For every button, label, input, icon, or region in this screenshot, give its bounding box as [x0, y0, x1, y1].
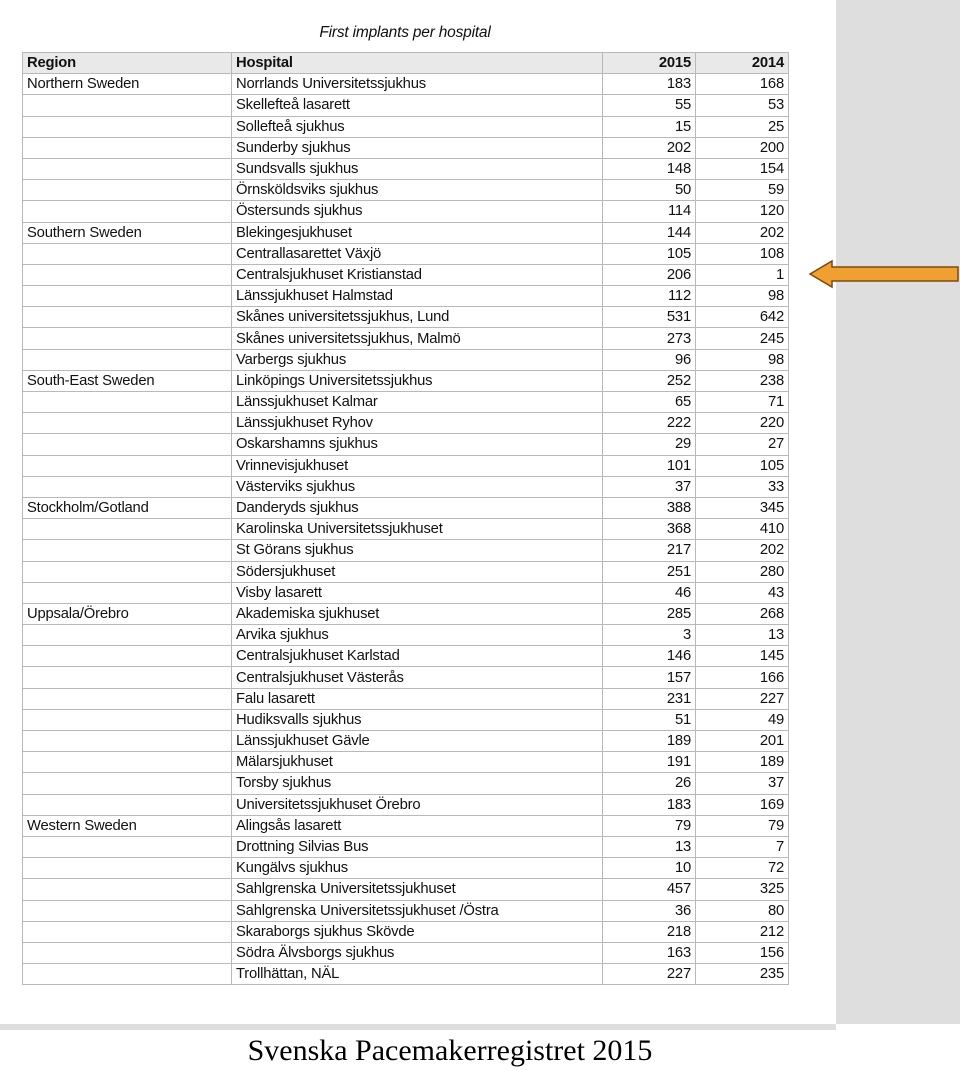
value-2014-cell: 59 — [696, 180, 789, 201]
region-cell — [23, 646, 232, 667]
hospital-cell: Sunderby sjukhus — [232, 137, 603, 158]
region-cell — [23, 561, 232, 582]
region-cell — [23, 116, 232, 137]
value-2014-cell: 280 — [696, 561, 789, 582]
table-row — [23, 879, 789, 900]
table-title: First implants per hospital — [319, 24, 491, 41]
value-2014-cell: 168 — [696, 74, 789, 95]
region-cell — [23, 434, 232, 455]
table-row — [23, 286, 789, 307]
hospital-cell: Torsby sjukhus — [232, 773, 603, 794]
value-2015-cell: 273 — [603, 328, 696, 349]
region-cell — [23, 392, 232, 413]
region-cell: South-East Sweden — [23, 370, 232, 391]
value-2015-cell: 183 — [603, 74, 696, 95]
table-row — [23, 582, 789, 603]
value-2015-cell: 51 — [603, 709, 696, 730]
table-row — [23, 603, 789, 624]
hospital-cell: Länssjukhuset Gävle — [232, 731, 603, 752]
region-cell — [23, 731, 232, 752]
table-row — [23, 497, 789, 518]
hospital-cell: Sollefteå sjukhus — [232, 116, 603, 137]
value-2015-cell: 112 — [603, 286, 696, 307]
value-2015-cell: 105 — [603, 243, 696, 264]
table-row — [23, 752, 789, 773]
value-2014-cell: 410 — [696, 519, 789, 540]
left-arrow-icon — [808, 259, 960, 289]
value-2015-cell: 96 — [603, 349, 696, 370]
table-row — [23, 667, 789, 688]
region-cell — [23, 180, 232, 201]
value-2015-cell: 101 — [603, 455, 696, 476]
value-2015-cell: 163 — [603, 942, 696, 963]
value-2015-cell: 183 — [603, 794, 696, 815]
value-2015-cell: 55 — [603, 95, 696, 116]
value-2015-cell: 206 — [603, 264, 696, 285]
value-2014-cell: 169 — [696, 794, 789, 815]
region-cell — [23, 95, 232, 116]
region-cell — [23, 264, 232, 285]
region-cell — [23, 158, 232, 179]
table-row — [23, 646, 789, 667]
value-2014-cell: 345 — [696, 497, 789, 518]
region-cell — [23, 328, 232, 349]
hospital-cell: Östersunds sjukhus — [232, 201, 603, 222]
table-row — [23, 773, 789, 794]
value-2014-cell: 201 — [696, 731, 789, 752]
table-row — [23, 858, 789, 879]
table-row — [23, 455, 789, 476]
value-2015-cell: 531 — [603, 307, 696, 328]
table-row — [23, 349, 789, 370]
region-cell — [23, 540, 232, 561]
region-cell — [23, 921, 232, 942]
value-2015-cell: 144 — [603, 222, 696, 243]
value-2015-cell: 79 — [603, 815, 696, 836]
implants-table — [22, 52, 789, 985]
value-2015-cell: 114 — [603, 201, 696, 222]
value-2014-cell: 108 — [696, 243, 789, 264]
hospital-cell: Sahlgrenska Universitetssjukhuset /Östra — [232, 900, 603, 921]
hospital-cell: Länssjukhuset Halmstad — [232, 286, 603, 307]
arrow-shape — [810, 261, 958, 287]
region-cell — [23, 709, 232, 730]
header-region: Region — [23, 53, 232, 74]
value-2015-cell: 26 — [603, 773, 696, 794]
region-cell: Southern Sweden — [23, 222, 232, 243]
value-2015-cell: 65 — [603, 392, 696, 413]
value-2015-cell: 457 — [603, 879, 696, 900]
value-2014-cell: 79 — [696, 815, 789, 836]
hospital-cell: Södra Älvsborgs sjukhus — [232, 942, 603, 963]
value-2014-cell: 33 — [696, 476, 789, 497]
hospital-cell: Alingsås lasarett — [232, 815, 603, 836]
region-cell — [23, 349, 232, 370]
background-margin — [836, 0, 960, 1024]
hospital-cell: Drottning Silvias Bus — [232, 836, 603, 857]
value-2015-cell: 217 — [603, 540, 696, 561]
value-2015-cell: 46 — [603, 582, 696, 603]
hospital-cell: Norrlands Universitetssjukhus — [232, 74, 603, 95]
value-2014-cell: 27 — [696, 434, 789, 455]
background-margin-bottom — [0, 1024, 836, 1030]
value-2014-cell: 37 — [696, 773, 789, 794]
region-cell — [23, 201, 232, 222]
table-row — [23, 688, 789, 709]
value-2014-cell: 43 — [696, 582, 789, 603]
hospital-cell: Centrallasarettet Växjö — [232, 243, 603, 264]
value-2015-cell: 37 — [603, 476, 696, 497]
hospital-cell: Sundsvalls sjukhus — [232, 158, 603, 179]
region-cell — [23, 836, 232, 857]
region-cell — [23, 243, 232, 264]
value-2014-cell: 235 — [696, 964, 789, 985]
value-2015-cell: 13 — [603, 836, 696, 857]
region-cell: Northern Sweden — [23, 74, 232, 95]
region-cell: Western Sweden — [23, 815, 232, 836]
region-cell — [23, 794, 232, 815]
value-2014-cell: 120 — [696, 201, 789, 222]
table-row — [23, 731, 789, 752]
hospital-cell: Skånes universitetssjukhus, Malmö — [232, 328, 603, 349]
value-2015-cell: 157 — [603, 667, 696, 688]
table-row — [23, 709, 789, 730]
hospital-cell: Skaraborgs sjukhus Skövde — [232, 921, 603, 942]
hospital-cell: Kungälvs sjukhus — [232, 858, 603, 879]
table-row — [23, 74, 789, 95]
value-2014-cell: 220 — [696, 413, 789, 434]
value-2014-cell: 80 — [696, 900, 789, 921]
region-cell — [23, 519, 232, 540]
region-cell: Uppsala/Örebro — [23, 603, 232, 624]
hospital-cell: Karolinska Universitetssjukhuset — [232, 519, 603, 540]
hospital-cell: Hudiksvalls sjukhus — [232, 709, 603, 730]
region-cell — [23, 752, 232, 773]
hospital-cell: Centralsjukhuset Kristianstad — [232, 264, 603, 285]
region-cell — [23, 625, 232, 646]
value-2015-cell: 252 — [603, 370, 696, 391]
hospital-cell: Trollhättan, NÄL — [232, 964, 603, 985]
table-body — [23, 74, 789, 985]
hospital-cell: Danderyds sjukhus — [232, 497, 603, 518]
value-2015-cell: 3 — [603, 625, 696, 646]
table-row — [23, 158, 789, 179]
table-row — [23, 540, 789, 561]
region-cell — [23, 413, 232, 434]
value-2015-cell: 50 — [603, 180, 696, 201]
hospital-cell: Mälarsjukhuset — [232, 752, 603, 773]
table-row — [23, 243, 789, 264]
value-2014-cell: 166 — [696, 667, 789, 688]
region-cell — [23, 667, 232, 688]
table-row — [23, 434, 789, 455]
hospital-cell: Centralsjukhuset Karlstad — [232, 646, 603, 667]
value-2014-cell: 212 — [696, 921, 789, 942]
hospital-cell: Centralsjukhuset Västerås — [232, 667, 603, 688]
value-2014-cell: 156 — [696, 942, 789, 963]
table-row — [23, 180, 789, 201]
table-row — [23, 264, 789, 285]
region-cell — [23, 307, 232, 328]
header-hospital: Hospital — [232, 53, 603, 74]
value-2014-cell: 53 — [696, 95, 789, 116]
value-2015-cell: 191 — [603, 752, 696, 773]
value-2015-cell: 227 — [603, 964, 696, 985]
value-2015-cell: 231 — [603, 688, 696, 709]
hospital-cell: Vrinnevisjukhuset — [232, 455, 603, 476]
region-cell — [23, 858, 232, 879]
hospital-cell: Universitetssjukhuset Örebro — [232, 794, 603, 815]
hospital-cell: Oskarshamns sjukhus — [232, 434, 603, 455]
value-2014-cell: 245 — [696, 328, 789, 349]
value-2014-cell: 7 — [696, 836, 789, 857]
hospital-cell: Blekingesjukhuset — [232, 222, 603, 243]
table-row — [23, 413, 789, 434]
hospital-cell: Varbergs sjukhus — [232, 349, 603, 370]
table-row — [23, 392, 789, 413]
value-2014-cell: 72 — [696, 858, 789, 879]
table-row — [23, 625, 789, 646]
region-cell — [23, 879, 232, 900]
value-2014-cell: 154 — [696, 158, 789, 179]
hospital-cell: Örnsköldsviks sjukhus — [232, 180, 603, 201]
value-2014-cell: 238 — [696, 370, 789, 391]
value-2015-cell: 15 — [603, 116, 696, 137]
region-cell — [23, 773, 232, 794]
hospital-cell: Sahlgrenska Universitetssjukhuset — [232, 879, 603, 900]
value-2014-cell: 98 — [696, 349, 789, 370]
hospital-cell: Falu lasarett — [232, 688, 603, 709]
value-2014-cell: 325 — [696, 879, 789, 900]
table-row — [23, 476, 789, 497]
table-row — [23, 307, 789, 328]
hospital-cell: Västerviks sjukhus — [232, 476, 603, 497]
value-2015-cell: 10 — [603, 858, 696, 879]
region-cell: Stockholm/Gotland — [23, 497, 232, 518]
table-row — [23, 836, 789, 857]
value-2015-cell: 285 — [603, 603, 696, 624]
header-2014: 2014 — [696, 53, 789, 74]
hospital-cell: Arvika sjukhus — [232, 625, 603, 646]
value-2014-cell: 105 — [696, 455, 789, 476]
table-row — [23, 561, 789, 582]
value-2014-cell: 25 — [696, 116, 789, 137]
hospital-cell: St Görans sjukhus — [232, 540, 603, 561]
hospital-cell: Södersjukhuset — [232, 561, 603, 582]
region-cell — [23, 688, 232, 709]
table-row — [23, 900, 789, 921]
table-row — [23, 201, 789, 222]
table-row — [23, 794, 789, 815]
header-2015: 2015 — [603, 53, 696, 74]
table-row — [23, 137, 789, 158]
value-2014-cell: 49 — [696, 709, 789, 730]
region-cell — [23, 137, 232, 158]
table-row — [23, 222, 789, 243]
value-2014-cell: 189 — [696, 752, 789, 773]
hospital-cell: Linköpings Universitetssjukhus — [232, 370, 603, 391]
value-2014-cell: 227 — [696, 688, 789, 709]
value-2015-cell: 189 — [603, 731, 696, 752]
table-header-row — [23, 53, 789, 74]
region-cell — [23, 286, 232, 307]
region-cell — [23, 476, 232, 497]
value-2014-cell: 13 — [696, 625, 789, 646]
region-cell — [23, 900, 232, 921]
table-row — [23, 921, 789, 942]
value-2015-cell: 222 — [603, 413, 696, 434]
region-cell — [23, 942, 232, 963]
region-cell — [23, 455, 232, 476]
registry-caption: Svenska Pacemakerregistret 2015 — [247, 1034, 653, 1067]
value-2014-cell: 98 — [696, 286, 789, 307]
value-2014-cell: 145 — [696, 646, 789, 667]
value-2015-cell: 36 — [603, 900, 696, 921]
table-row — [23, 519, 789, 540]
value-2014-cell: 71 — [696, 392, 789, 413]
value-2014-cell: 202 — [696, 540, 789, 561]
value-2015-cell: 218 — [603, 921, 696, 942]
value-2015-cell: 251 — [603, 561, 696, 582]
value-2014-cell: 1 — [696, 264, 789, 285]
hospital-cell: Länssjukhuset Ryhov — [232, 413, 603, 434]
table-row — [23, 964, 789, 985]
value-2015-cell: 368 — [603, 519, 696, 540]
value-2014-cell: 200 — [696, 137, 789, 158]
hospital-cell: Visby lasarett — [232, 582, 603, 603]
table-row — [23, 370, 789, 391]
value-2015-cell: 146 — [603, 646, 696, 667]
hospital-cell: Akademiska sjukhuset — [232, 603, 603, 624]
hospital-cell: Länssjukhuset Kalmar — [232, 392, 603, 413]
value-2014-cell: 202 — [696, 222, 789, 243]
hospital-cell: Skellefteå lasarett — [232, 95, 603, 116]
value-2015-cell: 29 — [603, 434, 696, 455]
value-2015-cell: 148 — [603, 158, 696, 179]
value-2014-cell: 642 — [696, 307, 789, 328]
table-row — [23, 815, 789, 836]
table-row — [23, 942, 789, 963]
region-cell — [23, 964, 232, 985]
value-2015-cell: 202 — [603, 137, 696, 158]
value-2014-cell: 268 — [696, 603, 789, 624]
region-cell — [23, 582, 232, 603]
table-row — [23, 328, 789, 349]
table-row — [23, 116, 789, 137]
hospital-cell: Skånes universitetssjukhus, Lund — [232, 307, 603, 328]
table-row — [23, 95, 789, 116]
value-2015-cell: 388 — [603, 497, 696, 518]
